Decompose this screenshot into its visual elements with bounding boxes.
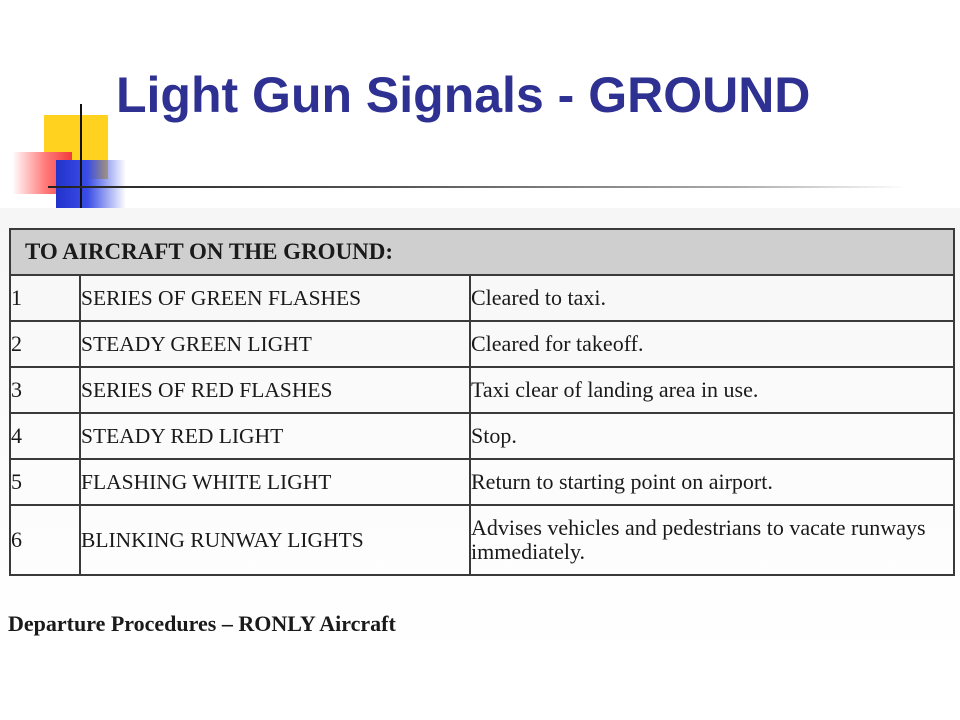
signal-meaning: Return to starting point on airport. xyxy=(470,459,954,505)
signal-name: FLASHING WHITE LIGHT xyxy=(80,459,470,505)
signal-number: 2 xyxy=(10,321,80,367)
light-signals-table xyxy=(9,228,955,576)
table-row xyxy=(10,505,954,575)
signal-number: 4 xyxy=(10,413,80,459)
signal-name: SERIES OF GREEN FLASHES xyxy=(80,275,470,321)
signal-number: 6 xyxy=(10,505,80,575)
signal-name: STEADY RED LIGHT xyxy=(80,413,470,459)
signal-number: 1 xyxy=(10,275,80,321)
signal-meaning: Stop. xyxy=(470,413,954,459)
table-header-row xyxy=(10,229,954,275)
title-underline xyxy=(48,186,908,188)
signal-meaning: Cleared to taxi. xyxy=(470,275,954,321)
signal-name: BLINKING RUNWAY LIGHTS xyxy=(80,505,470,575)
signal-name: SERIES OF RED FLASHES xyxy=(80,367,470,413)
table-row xyxy=(10,367,954,413)
table-header: TO AIRCRAFT ON THE GROUND: xyxy=(10,229,954,275)
signal-meaning: Taxi clear of landing area in use. xyxy=(470,367,954,413)
signal-name: STEADY GREEN LIGHT xyxy=(80,321,470,367)
table-row xyxy=(10,275,954,321)
signal-number: 3 xyxy=(10,367,80,413)
slide-title: Light Gun Signals - GROUND xyxy=(116,67,811,123)
signal-meaning: Advises vehicles and pedestrians to vacate runways immediately. xyxy=(470,505,954,575)
signal-number: 5 xyxy=(10,459,80,505)
signal-meaning: Cleared for takeoff. xyxy=(470,321,954,367)
table-row xyxy=(10,321,954,367)
table-caption: Departure Procedures – RONLY Aircraft xyxy=(8,611,396,636)
table-row xyxy=(10,459,954,505)
ornament-vertical-line xyxy=(80,104,82,214)
table-row xyxy=(10,413,954,459)
